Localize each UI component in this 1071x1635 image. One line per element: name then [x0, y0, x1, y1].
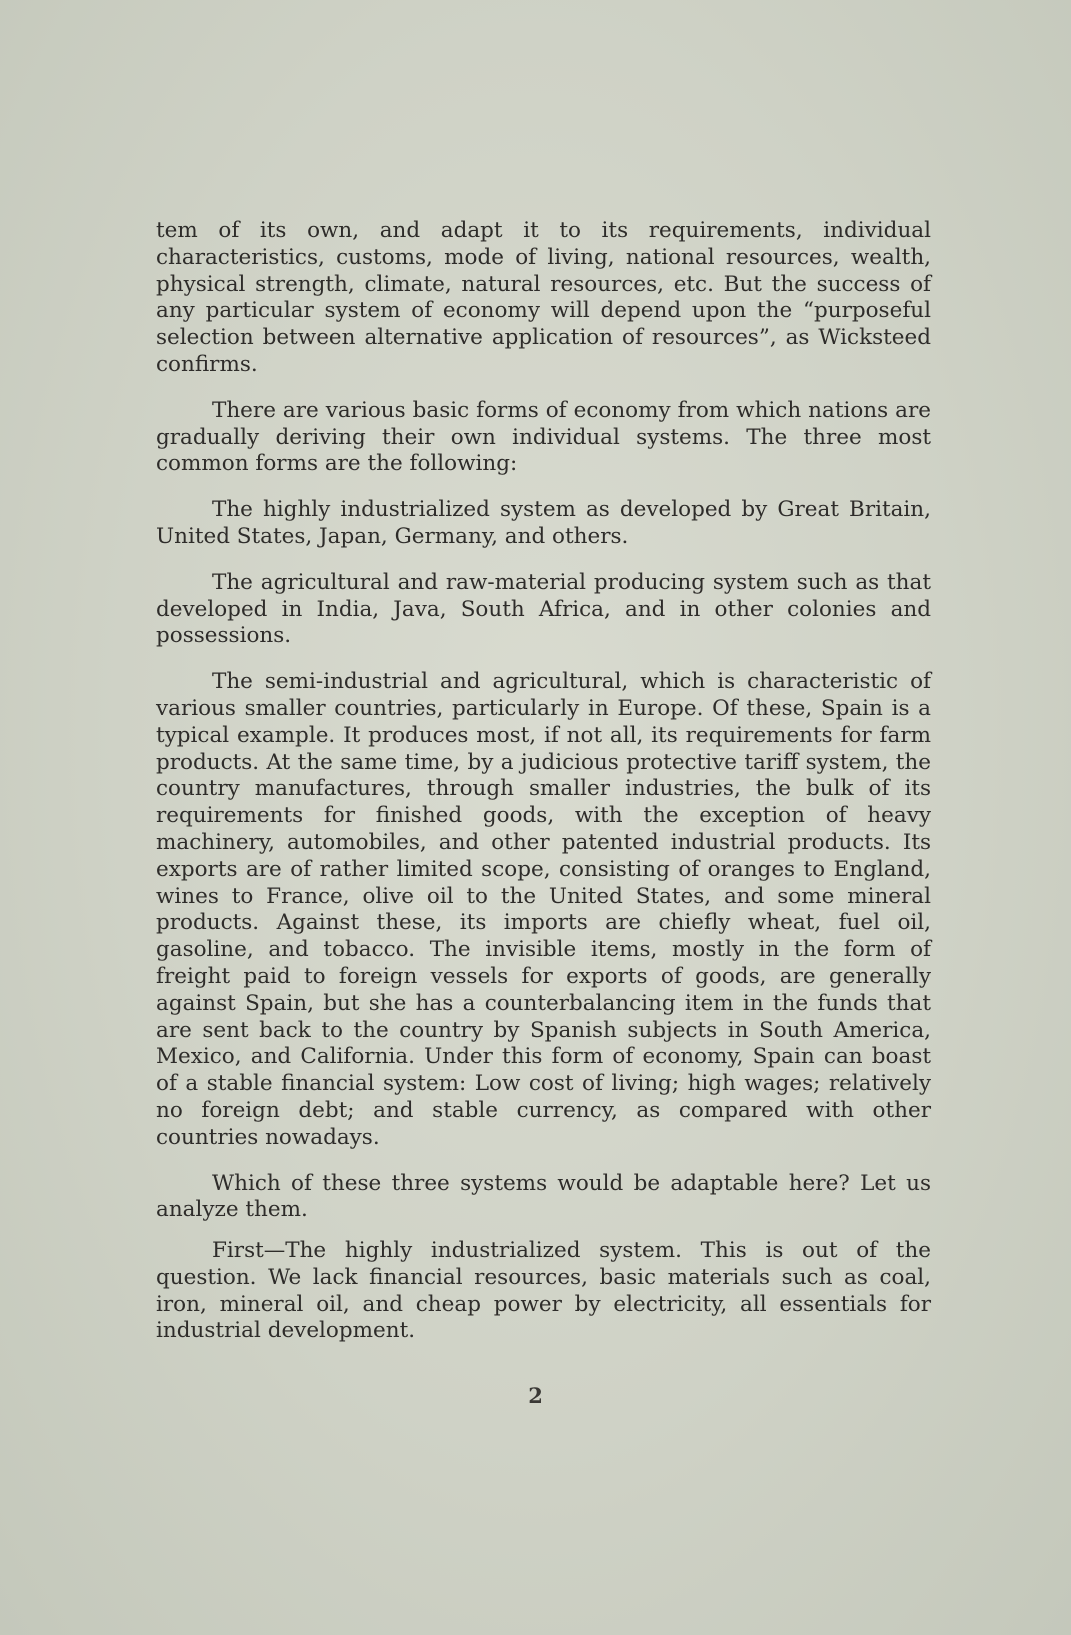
paragraph-agricultural-system: The agricultural and raw-material producing system such as that developed in India, Java, South Africa, and in other colonies and possessions. — [156, 569, 931, 649]
paragraph-question: Which of these three systems would be adaptable here? Let us analyze them. — [156, 1170, 931, 1223]
body-text — [156, 218, 931, 1364]
paragraph-industrialized-system: The highly industrialized system as developed by Great Britain, United States, Japan, Germany, and others. — [156, 497, 931, 549]
paragraph-basic-forms: There are various basic forms of economy from which nations are gradually deriving their own individual systems. The three most common forms are the following: — [156, 397, 931, 477]
paragraph-first-analysis: First—The highly industrialized system. This is out of the question. We lack financial resources, basic materials such as coal, iron, mineral oil, and cheap power by electricity, all essentials for industrial development. — [156, 1238, 931, 1344]
paragraph-semi-industrial-system: The semi-industrial and agricultural, which is characteristic of various smaller countries, particularly in Europe. Of these, Spain is a typical example. It produces most, if not all, its requirements for farm products. At the same time, by a judicious protective tariff system, the country manufactures, through smaller industries, the bulk of its requirements for finished goods, with the exception of heavy machinery, automobiles, and other patented industrial products. Its exports are of rather limited scope, consisting of oranges to England, wines to France, olive oil to the United States, and some mineral products. Against these, its imports are chiefly wheat, fuel oil, gasoline, and tobacco. The invisible items, mostly in the form of freight paid to foreign vessels for exports of goods, are generally against Spain, but she has a counterbalancing item in the funds that are sent back to the country by Spanish subjects in South America, Mexico, and California. Under this form of economy, Spain can boast of a stable financial system: Low cost of living; high wages; relatively no foreign debt; and stable currency, as compared with other countries nowadays. — [156, 669, 931, 1150]
paragraph-continuation: tem of its own, and adapt it to its requirements, individual characteristics, customs, mode of living, national resources, wealth, physical strength, climate, natural resources, etc. But the success of any particular system of economy will depend upon the “purposeful selection between alternative application of resources”, as Wicksteed confirms. — [156, 218, 931, 377]
page-number: 2 — [528, 1383, 543, 1408]
